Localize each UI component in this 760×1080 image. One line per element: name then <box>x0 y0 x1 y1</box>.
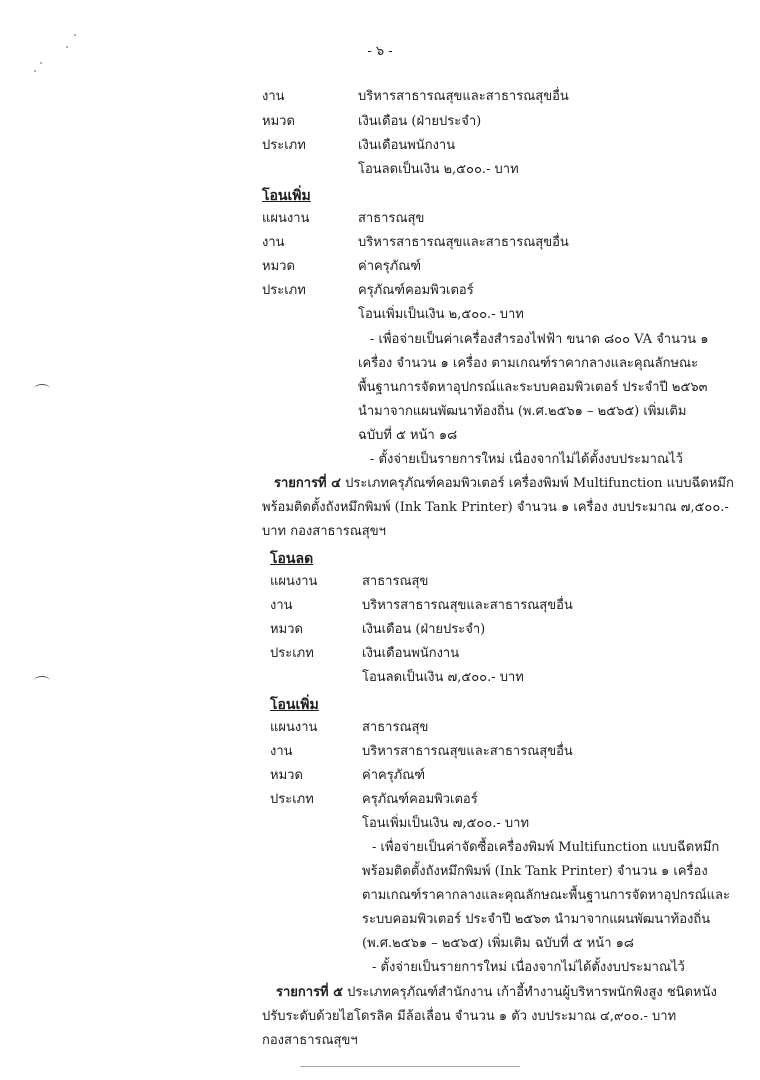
item-4-line: พร้อมติดตั้งถังหมึกพิมพ์ (Ink Tank Printer) จำนวน ๑ เครื่อง งบประมาณ ๗,๕๐๐.- <box>262 500 729 515</box>
item-5-line <box>276 984 717 1001</box>
scan-speck <box>74 34 76 36</box>
item-5-text: ประเภทครุภัณฑ์สำนักงาน เก้าอี้ทำงานผู้บริหารพนักพิงสูง ชนิดหนัง <box>343 985 717 1000</box>
transfer-amount: โอนลดเป็นเงิน ๗,๕๐๐.- บาท <box>362 670 524 685</box>
note-line: พื้นฐานการจัดหาอุปกรณ์และระบบคอมพิวเตอร์ ประจำปี ๒๕๖๓ <box>358 380 708 395</box>
item-4-line <box>274 475 734 492</box>
note-line: ตามเกณฑ์ราคากลางและคุณลักษณะพื้นฐานการจัดหาอุปกรณ์และ <box>362 888 730 903</box>
row-value: ครุภัณฑ์คอมพิวเตอร์ <box>358 283 474 298</box>
section-heading-transfer-out: โอนลด <box>270 551 314 567</box>
scan-edge-line <box>300 1066 520 1067</box>
item-5-lead: รายการที่ ๕ <box>276 985 343 1000</box>
row-label: แผนงาน <box>262 211 310 226</box>
row-label: งาน <box>262 89 285 104</box>
row-label: ประเภท <box>262 283 306 298</box>
punch-hole-mark <box>34 676 50 685</box>
item-5-line: กองสาธารณสุขฯ <box>262 1033 358 1048</box>
row-label: ประเภท <box>262 138 306 153</box>
note-line: ระบบคอมพิวเตอร์ ประจำปี ๒๕๖๓ นำมาจากแผนพัฒนาท้องถิ่น <box>362 912 711 927</box>
scan-speck <box>34 70 36 72</box>
row-value: เงินเดือน (ฝ่ายประจำ) <box>362 622 486 637</box>
note-line: เครื่อง จำนวน ๑ เครื่อง ตามเกณฑ์ราคากลางและคุณลักษณะ <box>358 356 699 371</box>
row-label: หมวด <box>262 114 295 129</box>
note-line: ฉบับที่ ๕ หน้า ๑๘ <box>358 428 458 443</box>
punch-hole-mark <box>34 384 50 393</box>
note-line: (พ.ศ.๒๕๖๑ – ๒๕๖๕) เพิ่มเติม ฉบับที่ ๕ หน้า ๑๘ <box>362 936 634 951</box>
row-value: เงินเดือนพนักงาน <box>362 646 460 661</box>
row-value: เงินเดือน (ฝ่ายประจำ) <box>358 114 482 129</box>
row-label: งาน <box>270 598 293 613</box>
row-label: ประเภท <box>270 792 314 807</box>
row-label: ประเภท <box>270 646 314 661</box>
row-label: หมวด <box>262 259 295 274</box>
item-4-lead: รายการที่ ๔ <box>274 476 341 491</box>
transfer-amount: โอนเพิ่มเป็นเงิน ๒,๕๐๐.- บาท <box>358 307 524 322</box>
row-value: ค่าครุภัณฑ์ <box>362 768 426 783</box>
row-label: แผนงาน <box>270 574 318 589</box>
row-value: บริหารสาธารณสุขและสาธารณสุขอื่น <box>362 744 573 759</box>
section-heading-transfer-in: โอนเพิ่ม <box>270 697 319 713</box>
item-4-line: บาท กองสาธารณสุขฯ <box>262 524 386 539</box>
row-value: สาธารณสุข <box>358 211 425 226</box>
note-line: - ตั้งจ่ายเป็นรายการใหม่ เนื่องจากไม่ได้ตั้งงบประมาณไว้ <box>372 960 685 975</box>
scan-speck <box>40 62 42 64</box>
note-line: นำมาจากแผนพัฒนาท้องถิ่น (พ.ศ.๒๕๖๑ – ๒๕๖๕) เพิ่มเติม <box>358 404 687 419</box>
section-heading-transfer-in: โอนเพิ่ม <box>262 188 311 204</box>
note-line: - เพื่อจ่ายเป็นค่าเครื่องสำรองไฟฟ้า ขนาด ๘๐๐ VA จำนวน ๑ <box>370 332 709 347</box>
row-value: เงินเดือนพนักงาน <box>358 138 456 153</box>
row-label: งาน <box>262 235 285 250</box>
row-value: บริหารสาธารณสุขและสาธารณสุขอื่น <box>358 89 569 104</box>
transfer-amount: โอนเพิ่มเป็นเงิน ๗,๕๐๐.- บาท <box>362 816 530 831</box>
note-line: - เพื่อจ่ายเป็นค่าจัดซื้อเครื่องพิมพ์ Multifunction แบบฉีดหมึก <box>372 840 720 855</box>
row-value: ครุภัณฑ์คอมพิวเตอร์ <box>362 792 478 807</box>
page-number: - ๖ - <box>367 44 393 59</box>
row-value: บริหารสาธารณสุขและสาธารณสุขอื่น <box>362 598 573 613</box>
item-5-line: ปรับระดับด้วยไฮโดรลิค มีล้อเลื่อน จำนวน ๑ ตัว งบประมาณ ๔,๙๐๐.- บาท <box>262 1009 677 1024</box>
row-value: ค่าครุภัณฑ์ <box>358 259 422 274</box>
transfer-amount: โอนลดเป็นเงิน ๒,๕๐๐.- บาท <box>358 162 519 177</box>
row-value: สาธารณสุข <box>362 574 429 589</box>
row-value: บริหารสาธารณสุขและสาธารณสุขอื่น <box>358 235 569 250</box>
row-value: สาธารณสุข <box>362 720 429 735</box>
row-label: แผนงาน <box>270 720 318 735</box>
item-4-text: ประเภทครุภัณฑ์คอมพิวเตอร์ เครื่องพิมพ์ Multifunction แบบฉีดหมึก <box>341 476 734 491</box>
row-label: หมวด <box>270 768 303 783</box>
row-label: หมวด <box>270 622 303 637</box>
note-line: - ตั้งจ่ายเป็นรายการใหม่ เนื่องจากไม่ได้ตั้งงบประมาณไว้ <box>370 452 683 467</box>
note-line: พร้อมติดตั้งถังหมึกพิมพ์ (Ink Tank Printer) จำนวน ๑ เครื่อง <box>362 864 708 879</box>
row-label: งาน <box>270 744 293 759</box>
